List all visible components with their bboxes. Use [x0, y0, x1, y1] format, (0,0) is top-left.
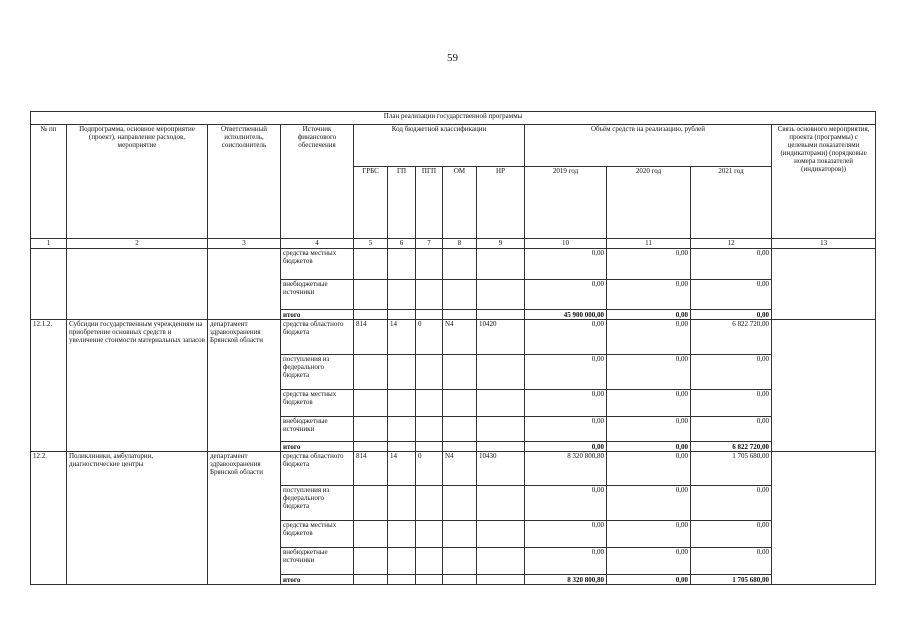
total-2019: 8 320 800,80	[525, 575, 607, 585]
value-2021: 0,00	[691, 417, 772, 442]
nr-cell: 10420	[477, 320, 525, 355]
header-indicator-link: Связь основного мероприятия, проекта (программы) с целевыми показателями (индикаторами) (порядковые номера показателей (индикаторов))	[772, 125, 876, 239]
table-title: План реализации государственной программы	[31, 112, 876, 125]
total-2021: 0,00	[691, 310, 772, 320]
row-name-cell: Поликлиники, амбулатории, диагностические центры	[67, 452, 208, 585]
value-2020: 0,00	[607, 417, 691, 442]
header-row	[31, 125, 876, 167]
column-number: 3	[208, 239, 281, 249]
source-cell: средства областного бюджета	[281, 452, 354, 486]
header-2019: 2019 год	[525, 167, 607, 239]
pgp-cell: 0	[416, 452, 443, 486]
column-number: 11	[607, 239, 691, 249]
source-cell: поступления из федерального бюджета	[281, 486, 354, 521]
program-plan-table	[30, 111, 876, 585]
column-number: 7	[416, 239, 443, 249]
row-executor-cell	[208, 249, 281, 320]
value-2019: 0,00	[525, 320, 607, 355]
table-title-row	[31, 112, 876, 125]
value-2019: 0,00	[525, 280, 607, 310]
page-number: 59	[447, 52, 458, 64]
total-2020: 0,00	[607, 310, 691, 320]
header-2021: 2021 год	[691, 167, 772, 239]
om-cell: N4	[443, 320, 477, 355]
om-cell: N4	[443, 452, 477, 486]
source-cell: итого	[281, 442, 354, 452]
table-row	[31, 320, 876, 355]
value-2021: 0,00	[691, 548, 772, 575]
header-number: № пп	[31, 125, 67, 239]
column-number: 5	[354, 239, 388, 249]
value-2021: 0,00	[691, 355, 772, 390]
row-number-cell	[31, 249, 67, 320]
source-cell: итого	[281, 575, 354, 585]
indicator-cell	[772, 249, 876, 320]
value-2020: 0,00	[607, 280, 691, 310]
value-2020: 0,00	[607, 390, 691, 417]
value-2021: 1 705 680,00	[691, 452, 772, 486]
source-cell: внебюджетные источники	[281, 548, 354, 575]
header-volume: Объём средств на реализацию, рублей	[525, 125, 772, 167]
header-2020: 2020 год	[607, 167, 691, 239]
source-cell: поступления из федерального бюджета	[281, 355, 354, 390]
column-number: 4	[281, 239, 354, 249]
header-nr: НР	[477, 167, 525, 239]
value-2020: 0,00	[607, 249, 691, 280]
header-pgp: ПГП	[416, 167, 443, 239]
table-row	[31, 249, 876, 280]
header-subprogram: Подпрограмма, основное мероприятие (проект), направление расходов, мероприятие	[67, 125, 208, 239]
source-cell: средства местных бюджетов	[281, 390, 354, 417]
row-name-cell	[67, 249, 208, 320]
value-2020: 0,00	[607, 486, 691, 521]
row-name-cell: Субсидии государственным учреждениям на приобретение основных средств и увеличение стоимости материальных запасов	[67, 320, 208, 452]
total-2021: 6 822 720,00	[691, 442, 772, 452]
nr-cell: 10430	[477, 452, 525, 486]
header-gp: ГП	[388, 167, 416, 239]
total-2021: 1 705 680,00	[691, 575, 772, 585]
value-2020: 0,00	[607, 320, 691, 355]
column-numbers-row	[31, 239, 876, 249]
source-cell: внебюджетные источники	[281, 417, 354, 442]
value-2021: 0,00	[691, 486, 772, 521]
column-number: 1	[31, 239, 67, 249]
total-2020: 0,00	[607, 442, 691, 452]
column-number: 2	[67, 239, 208, 249]
table-row	[31, 452, 876, 486]
value-2021: 0,00	[691, 249, 772, 280]
total-2019: 45 900 000,00	[525, 310, 607, 320]
column-number: 8	[443, 239, 477, 249]
grbs-cell: 814	[354, 320, 388, 355]
header-source: Источник финансового обеспечения	[281, 125, 354, 239]
source-cell: итого	[281, 310, 354, 320]
gp-cell: 14	[388, 320, 416, 355]
value-2019: 0,00	[525, 355, 607, 390]
indicator-cell	[772, 320, 876, 452]
row-number-cell: 12.2.	[31, 452, 67, 585]
value-2019: 8 320 800,80	[525, 452, 607, 486]
column-number: 6	[388, 239, 416, 249]
indicator-cell	[772, 452, 876, 585]
value-2019: 0,00	[525, 249, 607, 280]
source-cell: средства местных бюджетов	[281, 521, 354, 548]
value-2019: 0,00	[525, 417, 607, 442]
value-2019: 0,00	[525, 390, 607, 417]
value-2020: 0,00	[607, 355, 691, 390]
column-number: 10	[525, 239, 607, 249]
column-number: 9	[477, 239, 525, 249]
gp-cell: 14	[388, 452, 416, 486]
header-executor: Ответственный исполнитель, соисполнитель	[208, 125, 281, 239]
total-2019: 0,00	[525, 442, 607, 452]
total-2020: 0,00	[607, 575, 691, 585]
column-number: 12	[691, 239, 772, 249]
value-2019: 0,00	[525, 521, 607, 548]
source-cell: средства местных бюджетов	[281, 249, 354, 280]
value-2021: 0,00	[691, 390, 772, 417]
value-2020: 0,00	[607, 452, 691, 486]
value-2019: 0,00	[525, 486, 607, 521]
header-budget-code: Код бюджетной классификации	[354, 125, 525, 167]
column-number: 13	[772, 239, 876, 249]
row-executor-cell: департамент здравоохранения Брянской области	[208, 320, 281, 452]
source-cell: средства областного бюджета	[281, 320, 354, 355]
row-executor-cell: департамент здравоохранения Брянской области	[208, 452, 281, 585]
header-grbs: ГРБС	[354, 167, 388, 239]
header-om: ОМ	[443, 167, 477, 239]
value-2020: 0,00	[607, 548, 691, 575]
source-cell: внебюджетные источники	[281, 280, 354, 310]
value-2019: 0,00	[525, 548, 607, 575]
value-2020: 0,00	[607, 521, 691, 548]
value-2021: 0,00	[691, 521, 772, 548]
grbs-cell: 814	[354, 452, 388, 486]
row-number-cell: 12.1.2.	[31, 320, 67, 452]
value-2021: 6 822 720,00	[691, 320, 772, 355]
pgp-cell: 0	[416, 320, 443, 355]
value-2021: 0,00	[691, 280, 772, 310]
